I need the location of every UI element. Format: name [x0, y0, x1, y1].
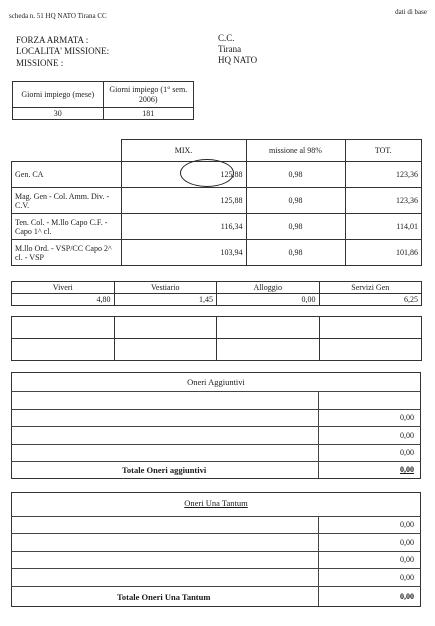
divider-line [11, 461, 421, 462]
empty-cell [319, 339, 422, 361]
vestiario-value: 1,45 [114, 294, 217, 306]
rank-label: Mag. Gen - Col. Amm. Div. - C.V. [12, 188, 122, 214]
services-table [11, 281, 422, 306]
empty-cell [319, 317, 422, 339]
missione-label: MISSIONE : [16, 58, 64, 68]
mix-value: 116,34 [121, 214, 246, 240]
missione-value: HQ NATO [218, 55, 258, 65]
empty-cell [12, 317, 115, 339]
empty-cell [217, 317, 320, 339]
tot-value: 123,36 [345, 162, 422, 188]
perc-value: 0,98 [246, 162, 345, 188]
perc-value: 0,98 [246, 214, 345, 240]
oneri-una-tantum-value: 0,00 [400, 555, 414, 564]
tot-value: 101,86 [345, 240, 422, 266]
empty-cell [114, 339, 217, 361]
rank-label: Ten. Col. - M.llo Capo C.F. - Capo 1^ cl. [12, 214, 122, 240]
empty-cell [12, 339, 115, 361]
totale-oneri-una-tantum-label: Totale Oneri Una Tantum [117, 592, 211, 602]
empty-cell [217, 339, 320, 361]
divider-line [318, 391, 319, 479]
divider-line [11, 409, 421, 410]
servizi-gen-value: 6,25 [319, 294, 422, 306]
rank-label: Gen. CA [12, 162, 122, 188]
totale-oneri-una-tantum-value: 0,00 [400, 592, 414, 601]
oneri-aggiuntivi-value: 0,00 [400, 431, 414, 440]
missione-98-header: missione al 98% [246, 140, 345, 162]
forza-armata-label: FORZA ARMATA : [16, 35, 89, 45]
oneri-una-tantum-value: 0,00 [400, 520, 414, 529]
localita-missione-value: Tirana [218, 44, 242, 54]
divider-line [11, 586, 421, 587]
localita-missione-label: LOCALITA' MISSIONE: [16, 46, 110, 56]
giorni-mese-header: Giorni impiego (mese) [13, 82, 104, 108]
empty-grid-table [11, 316, 422, 361]
mix-value: 125,88 [121, 188, 246, 214]
divider-line [11, 551, 421, 552]
perc-value: 0,98 [246, 240, 345, 266]
mix-value: 103,94 [121, 240, 246, 266]
totale-oneri-aggiuntivi-label: Totale Oneri aggiuntivi [122, 465, 207, 475]
tot-value: 123,36 [345, 188, 422, 214]
divider-line [11, 516, 421, 517]
perc-value: 0,98 [246, 188, 345, 214]
tot-header: TOT. [345, 140, 422, 162]
oneri-una-tantum-value: 0,00 [400, 538, 414, 547]
handwritten-circle-mark [180, 159, 234, 187]
divider-line [11, 568, 421, 569]
giorni-mese-value: 30 [13, 108, 104, 120]
scheda-label: scheda n. 51 HQ NATO Tirana CC [9, 12, 107, 20]
totale-oneri-aggiuntivi-value: 0,00 [400, 465, 414, 474]
forza-armata-value: C.C. [218, 33, 235, 43]
alloggio-header: Alloggio [217, 282, 320, 294]
empty-cell [114, 317, 217, 339]
rates-empty-corner [12, 140, 122, 162]
mix-value: 125,88 [121, 162, 246, 188]
oneri-una-tantum-section [11, 492, 421, 607]
oneri-aggiuntivi-title: Oneri Aggiuntivi [187, 377, 245, 387]
rank-label: M.llo Ord. - VSP/CC Capo 2^ cl. - VSP [12, 240, 122, 266]
oneri-aggiuntivi-value: 0,00 [400, 413, 414, 422]
divider-line [11, 444, 421, 445]
dati-di-base-label: dati di base [395, 8, 427, 16]
oneri-aggiuntivi-value: 0,00 [400, 448, 414, 457]
divider-line [11, 533, 421, 534]
oneri-una-tantum-value: 0,00 [400, 573, 414, 582]
viveri-value: 4,80 [12, 294, 115, 306]
giorni-semestre-value: 181 [103, 108, 194, 120]
vestiario-header: Vestiario [114, 282, 217, 294]
oneri-una-tantum-title: Oneri Una Tantum [184, 498, 248, 508]
mix-header: MIX. [121, 140, 246, 162]
giorni-impiego-table [12, 81, 194, 120]
divider-line [11, 426, 421, 427]
alloggio-value: 0,00 [217, 294, 320, 306]
divider-line [318, 516, 319, 607]
divider-line [11, 391, 421, 392]
tot-value: 114,01 [345, 214, 422, 240]
rates-table [11, 139, 422, 266]
viveri-header: Viveri [12, 282, 115, 294]
servizi-gen-header: Servizi Gen [319, 282, 422, 294]
giorni-semestre-header: Giorni impiego (1° sem. 2006) [103, 82, 194, 108]
